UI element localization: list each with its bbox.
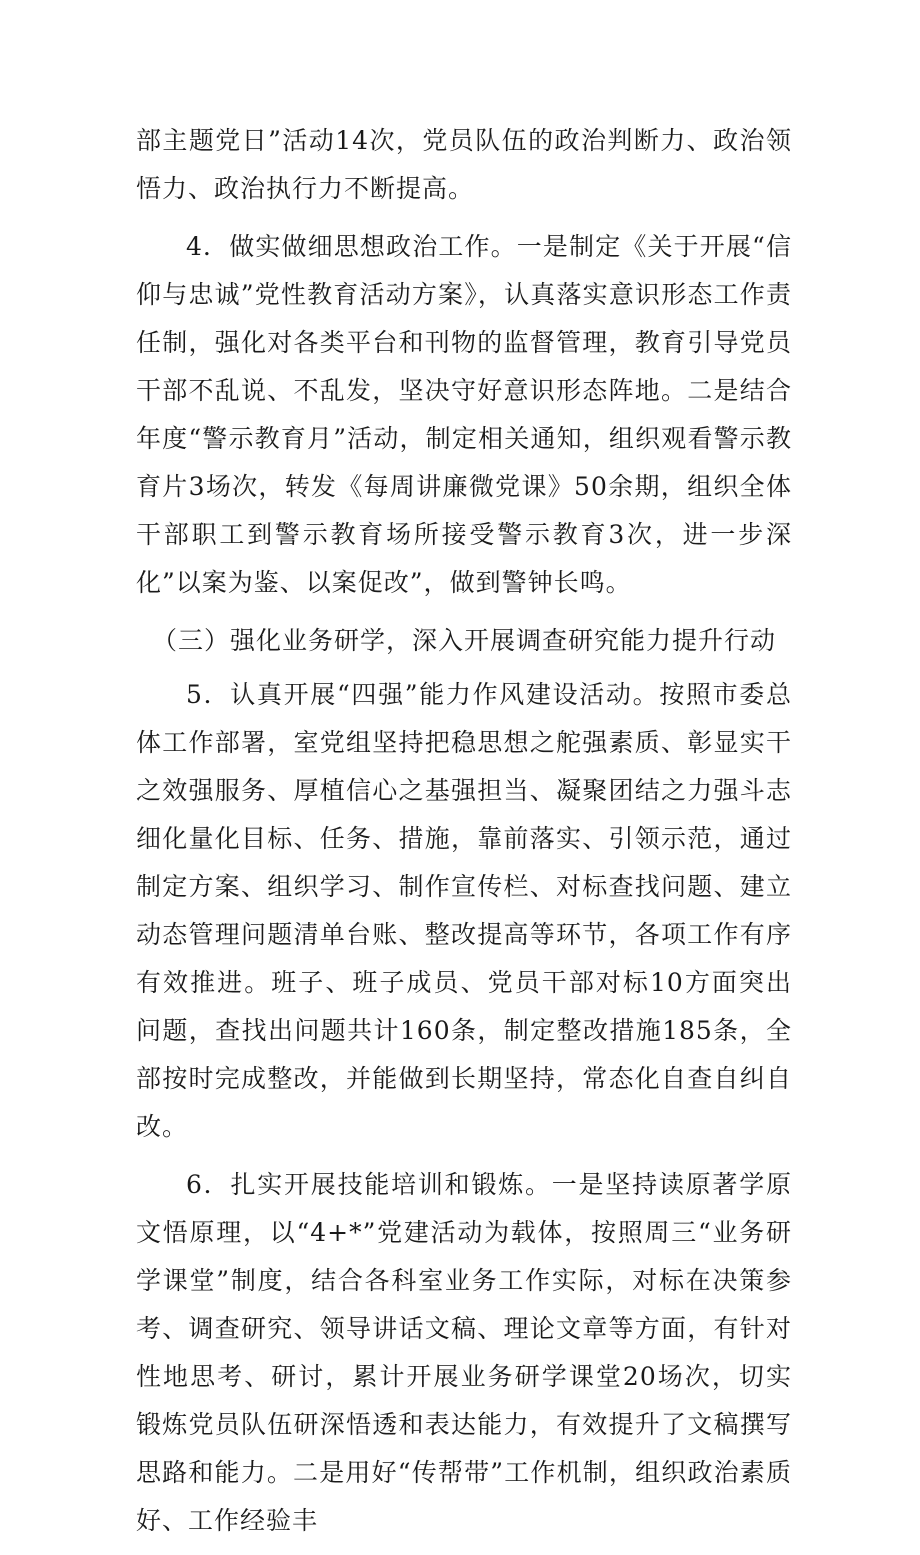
section-heading-3: （三）强化业务研学，深入开展调查研究能力提升行动: [151, 626, 776, 655]
paragraph-item-6: 6．扎实开展技能培训和锻炼。一是坚持读原著学原文悟原理，以“4+*”党建活动为载体，按照周三“业务研学课堂”制度，结合各科室业务工作实际，对标在决策参考、调查研究、领导讲话文稿、理论文章等方面，有针对性地思考、研讨，累计开展业务研学课堂20场次，切实锻炼党员队伍研深悟透和表达能力，有效提升了文稿撰写思路和能力。二是用好“传帮带”工作机制，组织政治素质好、工作经验丰: [136, 1170, 792, 1535]
paragraph-item-5: 5．认真开展“四强”能力作风建设活动。按照市委总体工作部署，室党组坚持把稳思想之舵强素质、彰显实干之效强服务、厚植信心之基强担当、凝聚团结之力强斗志细化量化目标、任务、措施，靠前落实、引领示范，通过制定方案、组织学习、制作宣传栏、对标查找问题、建立动态管理问题清单台账、整改提高等环节，各项工作有序有效推进。班子、班子成员、党员干部对标10方面突出问题，查找出问题共计160条，制定整改措施185条，全部按时完成整改，并能做到长期坚持，常态化自查自纠自改。: [136, 680, 792, 1141]
document-body: [136, 117, 792, 1555]
paragraph-continuation: 部主题党日”活动14次，党员队伍的政治判断力、政治领悟力、政治执行力不断提高。: [136, 126, 792, 203]
paragraph-item-4: 4．做实做细思想政治工作。一是制定《关于开展“信仰与忠诚”党性教育活动方案》，认真落实意识形态工作责任制，强化对各类平台和刊物的监督管理，教育引导党员干部不乱说、不乱发，坚决守好意识形态阵地。二是结合年度“警示教育月”活动，制定相关通知，组织观看警示教育片3场次，转发《每周讲廉微党课》50余期，组织全体干部职工到警示教育场所接受警示教育3次，进一步深化”以案为鉴、以案促改”，做到警钟长鸣。: [136, 232, 792, 597]
